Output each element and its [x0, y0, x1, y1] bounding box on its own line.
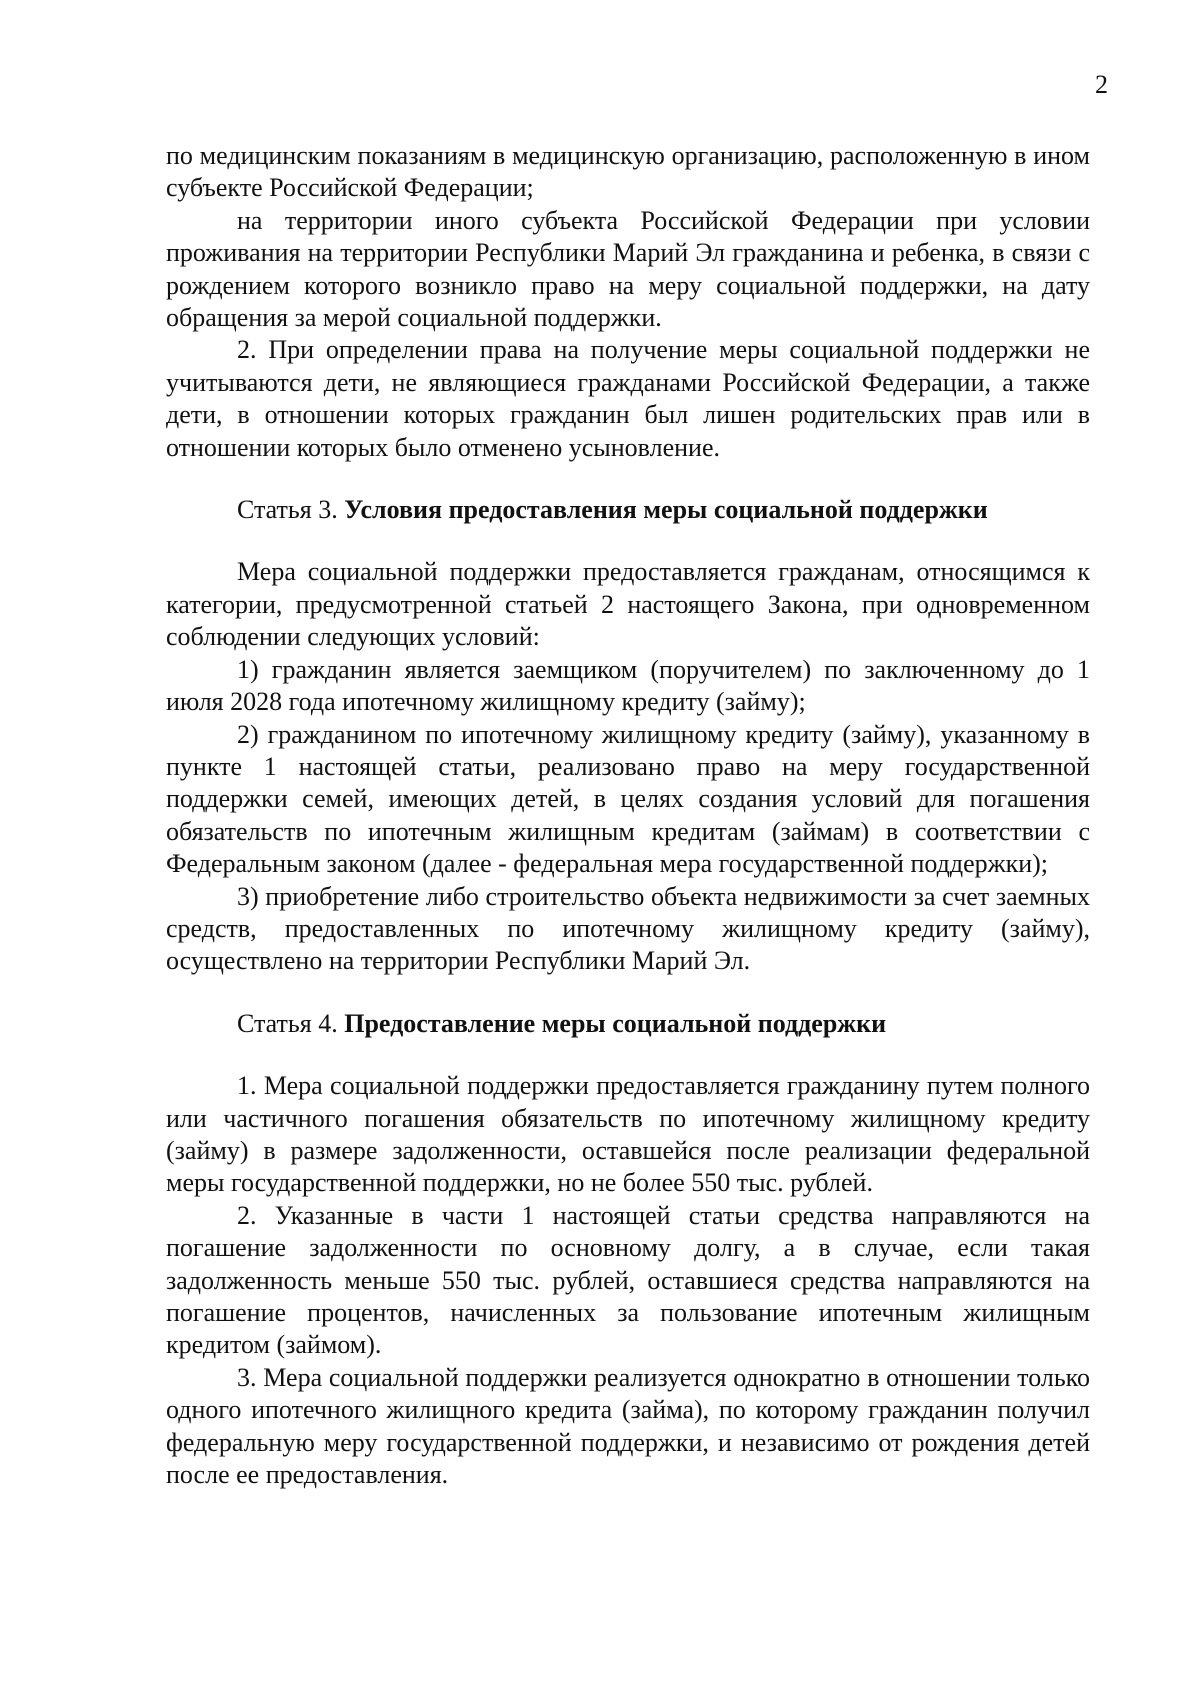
page-number: 2 — [1095, 70, 1108, 99]
article-3-number: Статья 3. — [237, 495, 345, 525]
article-4-number: Статья 4. — [237, 1008, 345, 1038]
paragraph: 2) гражданином по ипотечному жилищному кредиту (займу), указанному в пункте 1 настоящей статьи, реализовано право на меру государственной поддержки семей, имеющих детей, в целях создания условий для погашения обязательств по ипотечным жилищным кредитам (займам) в соответствии с Федеральным законом (далее - федеральная мера государственной поддержки); — [166, 719, 1090, 879]
paragraph: 3) приобретение либо строительство объекта недвижимости за счет заемных средств, предоставленных по ипотечному жилищному кредиту (займу), осуществлено на территории Республики Марий Эл. — [166, 881, 1090, 976]
paragraph-continued: по медицинским показаниям в медицинскую организацию, расположенную в ином субъекте Российской Федерации; — [166, 141, 1090, 203]
paragraph: 1) гражданин является заемщиком (поручителем) по заключенному до 1 июля 2028 года ипотечному жилищному кредиту (займу); — [166, 654, 1090, 717]
article-3-title: Условия предоставления меры социальной поддержки — [344, 495, 988, 525]
paragraph: 1. Мера социальной поддержки предоставляется гражданину путем полного или частичного погашения обязательств по ипотечному жилищному кредиту (займу) в размере задолженности, оставшейся после реализации федеральной меры государственной поддержки, но не более 550 тыс. рублей. — [166, 1071, 1090, 1198]
paragraph: 2. При определении права на получение меры социальной поддержки не учитываются дети, не являющиеся гражданами Российской Федерации, а также дети, в отношении которых гражданин был лишен родительских прав или в отношении которых было отменено усыновление. — [166, 335, 1090, 462]
article-4-title: Предоставление меры социальной поддержки — [344, 1008, 887, 1038]
paragraph: Мера социальной поддержки предоставляется гражданам, относящимся к категории, предусмотренной статьей 2 настоящего Закона, при одновременном соблюдении следующих условий: — [166, 557, 1090, 652]
article-3-heading — [166, 494, 1090, 526]
paragraph: на территории иного субъекта Российской Федерации при условии проживания на территории Республики Марий Эл гражданина и ребенка, в связи с рождением которого возникло право на меру социальной поддержки, на дату обращения за мерой социальной поддержки. — [166, 205, 1090, 333]
paragraph: 2. Указанные в части 1 настоящей статьи средства направляются на погашение задолженности по основному долгу, а в случае, если такая задолженность меньше 550 тыс. рублей, оставшиеся средства направляются на погашение процентов, начисленных за пользование ипотечным жилищным кредитом (займом). — [166, 1200, 1090, 1360]
document-body — [166, 140, 1090, 1491]
paragraph: 3. Мера социальной поддержки реализуется однократно в отношении только одного ипотечного жилищного кредита (займа), по которому гражданин получил федеральную меру государственной поддержки, и независимо от рождения детей после ее предоставления. — [166, 1362, 1090, 1490]
article-4-heading — [166, 1008, 1090, 1040]
